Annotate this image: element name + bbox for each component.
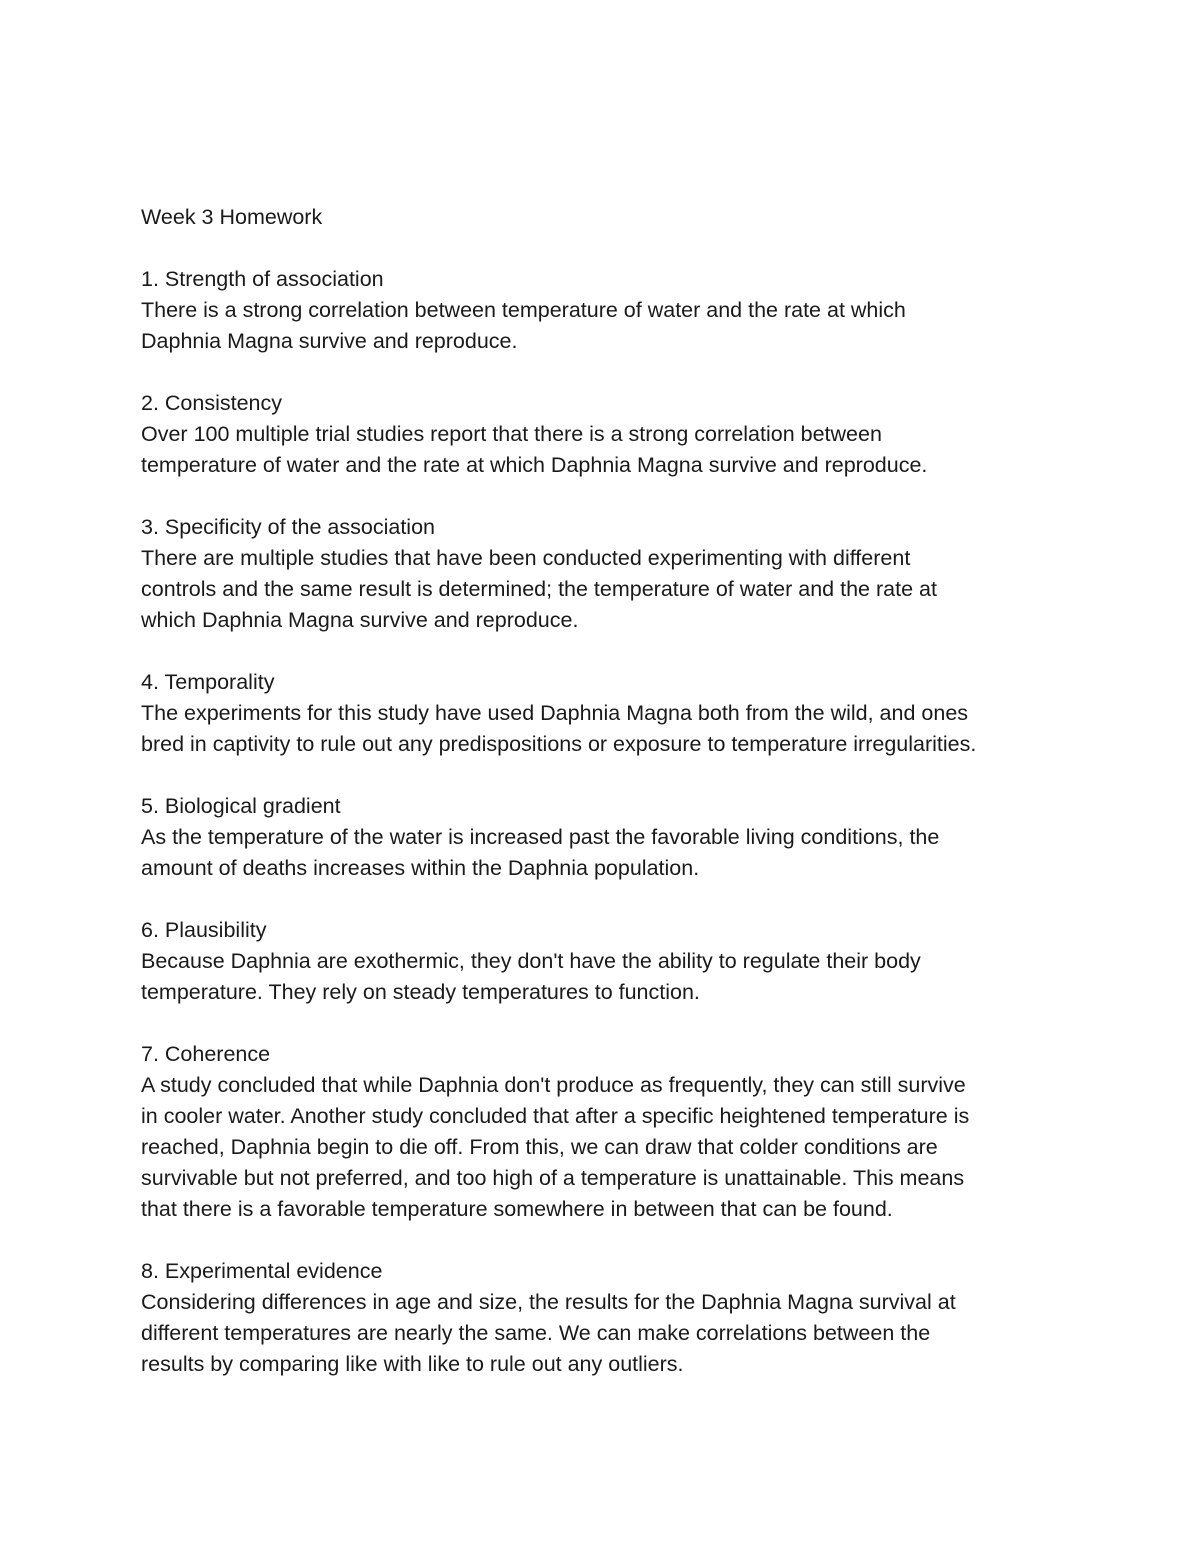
section-heading: 8. Experimental evidence xyxy=(141,1259,383,1283)
section-specificity xyxy=(141,512,1071,636)
section-body: There is a strong correlation between temperature of water and the rate at which Daphnia Magna survive and reproduce. xyxy=(141,298,906,353)
section-plausibility xyxy=(141,915,1071,1008)
section-heading: 2. Consistency xyxy=(141,391,283,415)
section-strength-of-association xyxy=(141,264,1071,357)
section-temporality xyxy=(141,667,1071,760)
section-biological-gradient xyxy=(141,791,1071,884)
section-heading: 3. Specificity of the association xyxy=(141,515,435,539)
section-heading: 4. Temporality xyxy=(141,670,275,694)
section-consistency xyxy=(141,388,1071,481)
section-heading: 6. Plausibility xyxy=(141,918,267,942)
section-body: Over 100 multiple trial studies report that there is a strong correlation between temperature of water and the rate at which Daphnia Magna survive and reproduce. xyxy=(141,422,928,477)
section-heading: 1. Strength of association xyxy=(141,267,384,291)
document-title: Week 3 Homework xyxy=(141,205,323,229)
section-body: A study concluded that while Daphnia don't produce as frequently, they can still survive in cooler water. Another study concluded that after a specific heightened temperature is reached, Daphnia begin to die off. From this, we can draw that colder conditions are survivable but not preferred, and too high of a temperature is unattainable. This means that there is a favorable temperature somewhere in between that can be found. xyxy=(141,1073,970,1221)
section-body: As the temperature of the water is increased past the favorable living conditions, the amount of deaths increases within the Daphnia population. xyxy=(141,825,940,880)
section-body: Considering differences in age and size, the results for the Daphnia Magna survival at different temperatures are nearly the same. We can make correlations between the results by comparing like with like to rule out any outliers. xyxy=(141,1290,956,1376)
section-body: There are multiple studies that have been conducted experimenting with different controls and the same result is determined; the temperature of water and the rate at which Daphnia Magna survive and reproduce. xyxy=(141,546,937,632)
section-coherence xyxy=(141,1039,1071,1225)
section-body: The experiments for this study have used Daphnia Magna both from the wild, and ones bred in captivity to rule out any predispositions or exposure to temperature irregularities. xyxy=(141,701,977,756)
section-heading: 5. Biological gradient xyxy=(141,794,341,818)
section-heading: 7. Coherence xyxy=(141,1042,271,1066)
section-body: Because Daphnia are exothermic, they don't have the ability to regulate their body temperature. They rely on steady temperatures to function. xyxy=(141,949,921,1004)
section-experimental-evidence xyxy=(141,1256,1071,1380)
document-page xyxy=(141,202,1071,1411)
